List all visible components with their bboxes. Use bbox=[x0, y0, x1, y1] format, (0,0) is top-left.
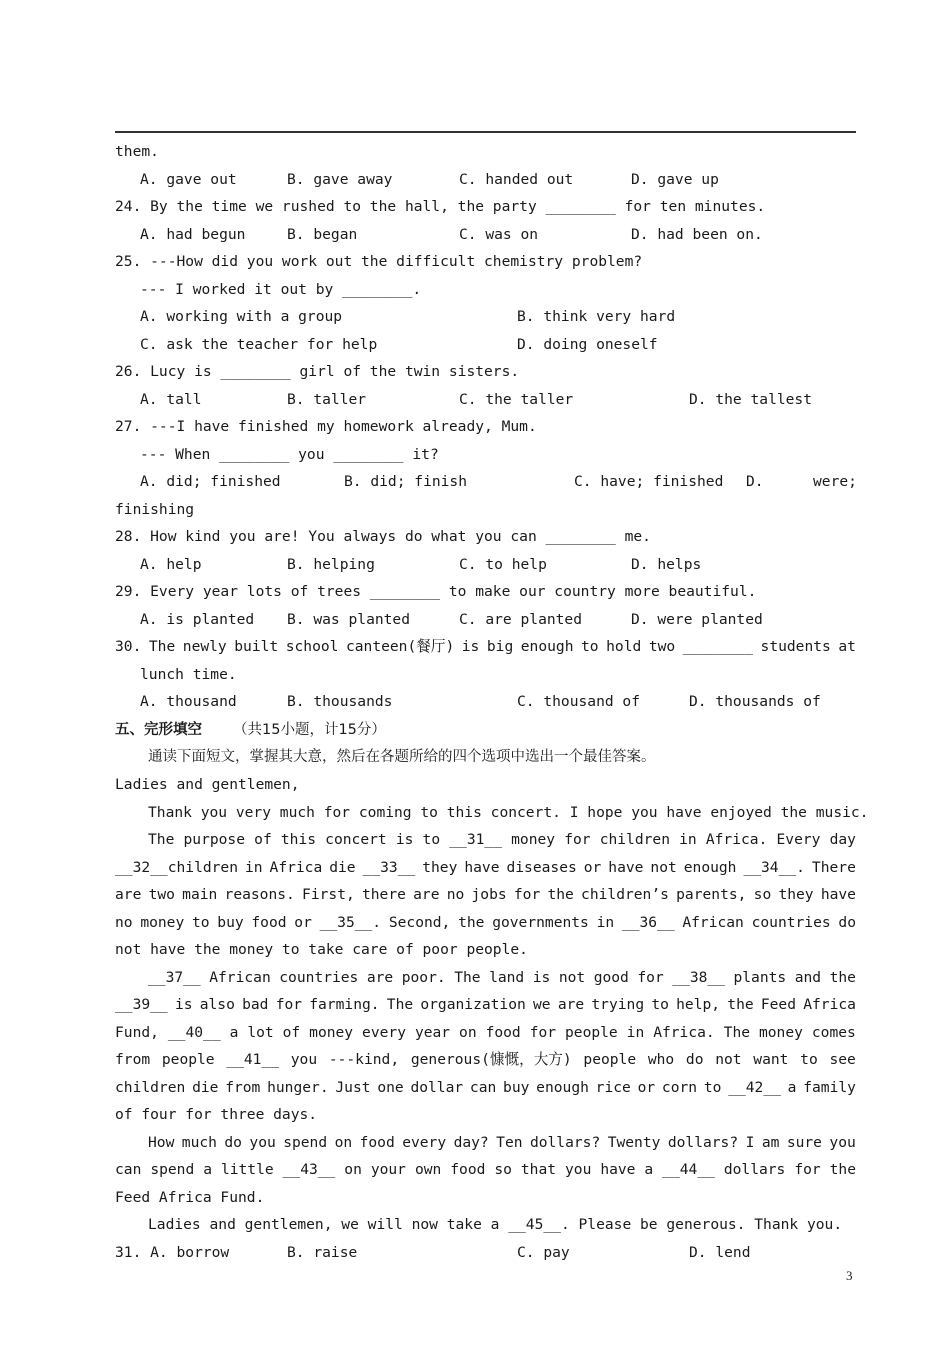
option-d-text: were; bbox=[813, 473, 857, 490]
option-d: D. bbox=[746, 473, 764, 490]
option-a: A. is planted bbox=[140, 611, 255, 628]
q31-options bbox=[115, 1242, 856, 1264]
q25-options-ab bbox=[140, 306, 856, 328]
passage-paragraph-1: Thank you very much for coming to this concert. I hope you have enjoyed the music. bbox=[148, 804, 869, 821]
passage-paragraph-2-line-5: not have the money to take care of poor people. bbox=[115, 941, 528, 958]
option-a: A. gave out bbox=[140, 171, 237, 188]
option-a: A. help bbox=[140, 556, 202, 573]
passage-paragraph-2-line-3: are two main reasons. First, there are no jobs for the children’s parents, so they have bbox=[115, 886, 856, 903]
option-b: B. did; finish bbox=[344, 473, 468, 490]
passage-paragraph-3-line-6: of four for three days. bbox=[115, 1106, 318, 1123]
question-28: 28. How kind you are! You always do what you can ________ me. bbox=[115, 528, 651, 545]
question-25: 25. ---How did you work out the difficult chemistry problem? bbox=[115, 253, 643, 270]
option-a: A. had begun bbox=[140, 226, 246, 243]
passage-paragraph-3-line-4: from people __41__ you ---kind, generous(慷慨，大方) people who do not want to see bbox=[115, 1051, 856, 1068]
q23-tail: them. bbox=[115, 143, 159, 160]
option-b: B. taller bbox=[287, 391, 367, 408]
option-b: B. gave away bbox=[287, 171, 393, 188]
option-d: D. were planted bbox=[631, 611, 763, 628]
option-d: D. gave up bbox=[631, 171, 719, 188]
q25-options-cd bbox=[140, 334, 856, 356]
passage-paragraph-4-line-3: Feed Africa Fund. bbox=[115, 1189, 265, 1206]
passage-paragraph-2-line-1: The purpose of this concert is to __31__ money for children in Africa. Every day bbox=[148, 831, 856, 848]
passage-paragraph-2-line-4: no money to buy food or __35__. Second, the governments in __36__ African countries do bbox=[115, 914, 856, 931]
option-c: C. ask the teacher for help bbox=[140, 336, 378, 353]
option-d: D. thousands of bbox=[689, 693, 821, 710]
option-b: B. was planted bbox=[287, 611, 411, 628]
option-a: 31. A. borrow bbox=[115, 1244, 230, 1261]
q24-options bbox=[140, 224, 856, 246]
question-30: 30. The newly built school canteen(餐厅) is big enough to hold two ________ students at bbox=[115, 638, 856, 655]
option-a: A. did; finished bbox=[140, 473, 281, 490]
question-27: 27. ---I have finished my homework already, Mum. bbox=[115, 418, 537, 435]
option-b: B. think very hard bbox=[517, 308, 676, 325]
option-a: A. tall bbox=[140, 391, 202, 408]
option-b: B. raise bbox=[287, 1244, 358, 1261]
passage-paragraph-3-line-1: __37__ African countries are poor. The land is not good for __38__ plants and the bbox=[148, 969, 856, 986]
passage-paragraph-5: Ladies and gentlemen, we will now take a __45__. Please be generous. Thank you. bbox=[148, 1216, 843, 1233]
passage-paragraph-2-line-2: __32__children in Africa die __33__ they have diseases or have not enough __34__. There bbox=[115, 859, 856, 876]
option-c: C. have; finished bbox=[574, 473, 724, 490]
option-c: C. thousand of bbox=[517, 693, 641, 710]
option-d: D. doing oneself bbox=[517, 336, 658, 353]
option-c: C. was on bbox=[459, 226, 539, 243]
section-5-instructions: 通读下面短文，掌握其大意，然后在各题所给的四个选项中选出一个最佳答案。 bbox=[148, 749, 656, 765]
passage-paragraph-3-line-5: children die from hunger. Just one dollar can buy enough rice or corn to __42__ a family bbox=[115, 1079, 856, 1096]
option-d: D. helps bbox=[631, 556, 702, 573]
q29-options bbox=[140, 609, 856, 631]
option-c: C. are planted bbox=[459, 611, 583, 628]
passage-paragraph-3-line-3: Fund, __40__ a lot of money every year on food for people in Africa. The money comes bbox=[115, 1024, 856, 1041]
option-c: C. to help bbox=[459, 556, 547, 573]
q30-options bbox=[140, 691, 856, 713]
question-26: 26. Lucy is ________ girl of the twin sisters. bbox=[115, 363, 520, 380]
option-d: D. had been on. bbox=[631, 226, 763, 243]
section-5-heading bbox=[115, 719, 856, 741]
option-a: A. working with a group bbox=[140, 308, 343, 325]
option-c: C. the taller bbox=[459, 391, 574, 408]
section-5-title: 五、完形填空 bbox=[115, 722, 202, 738]
option-a: A. thousand bbox=[140, 693, 237, 710]
option-d: D. lend bbox=[689, 1244, 751, 1261]
option-c: C. pay bbox=[517, 1244, 570, 1261]
option-b: B. helping bbox=[287, 556, 375, 573]
question-30-continued: lunch time. bbox=[140, 666, 237, 683]
option-c: C. handed out bbox=[459, 171, 574, 188]
option-b: B. began bbox=[287, 226, 358, 243]
q27-options bbox=[140, 471, 856, 493]
q26-options bbox=[140, 389, 856, 411]
option-d: D. the tallest bbox=[689, 391, 813, 408]
question-25-answer-line: --- I worked it out by ________. bbox=[140, 281, 422, 298]
header-rule bbox=[115, 131, 856, 133]
passage-paragraph-3-line-2: __39__ is also bad for farming. The organization we are trying to help, the Feed Africa bbox=[115, 996, 856, 1013]
section-5-note: （共15小题，计15分） bbox=[233, 722, 386, 738]
passage-paragraph-4-line-2: can spend a little __43__ on your own food so that you have a __44__ dollars for the bbox=[115, 1161, 856, 1178]
question-29: 29. Every year lots of trees ________ to make our country more beautiful. bbox=[115, 583, 757, 600]
option-b: B. thousands bbox=[287, 693, 393, 710]
q27-option-d-continued: finishing bbox=[115, 501, 195, 518]
question-24: 24. By the time we rushed to the hall, the party ________ for ten minutes. bbox=[115, 198, 766, 215]
question-27-answer-line: --- When ________ you ________ it? bbox=[140, 446, 439, 463]
q28-options bbox=[140, 554, 856, 576]
page-number: 3 bbox=[846, 1268, 853, 1283]
passage-greeting: Ladies and gentlemen, bbox=[115, 776, 300, 793]
passage-paragraph-4-line-1: How much do you spend on food every day? Ten dollars? Twenty dollars? I am sure you bbox=[148, 1134, 856, 1151]
q23-options bbox=[140, 169, 856, 191]
